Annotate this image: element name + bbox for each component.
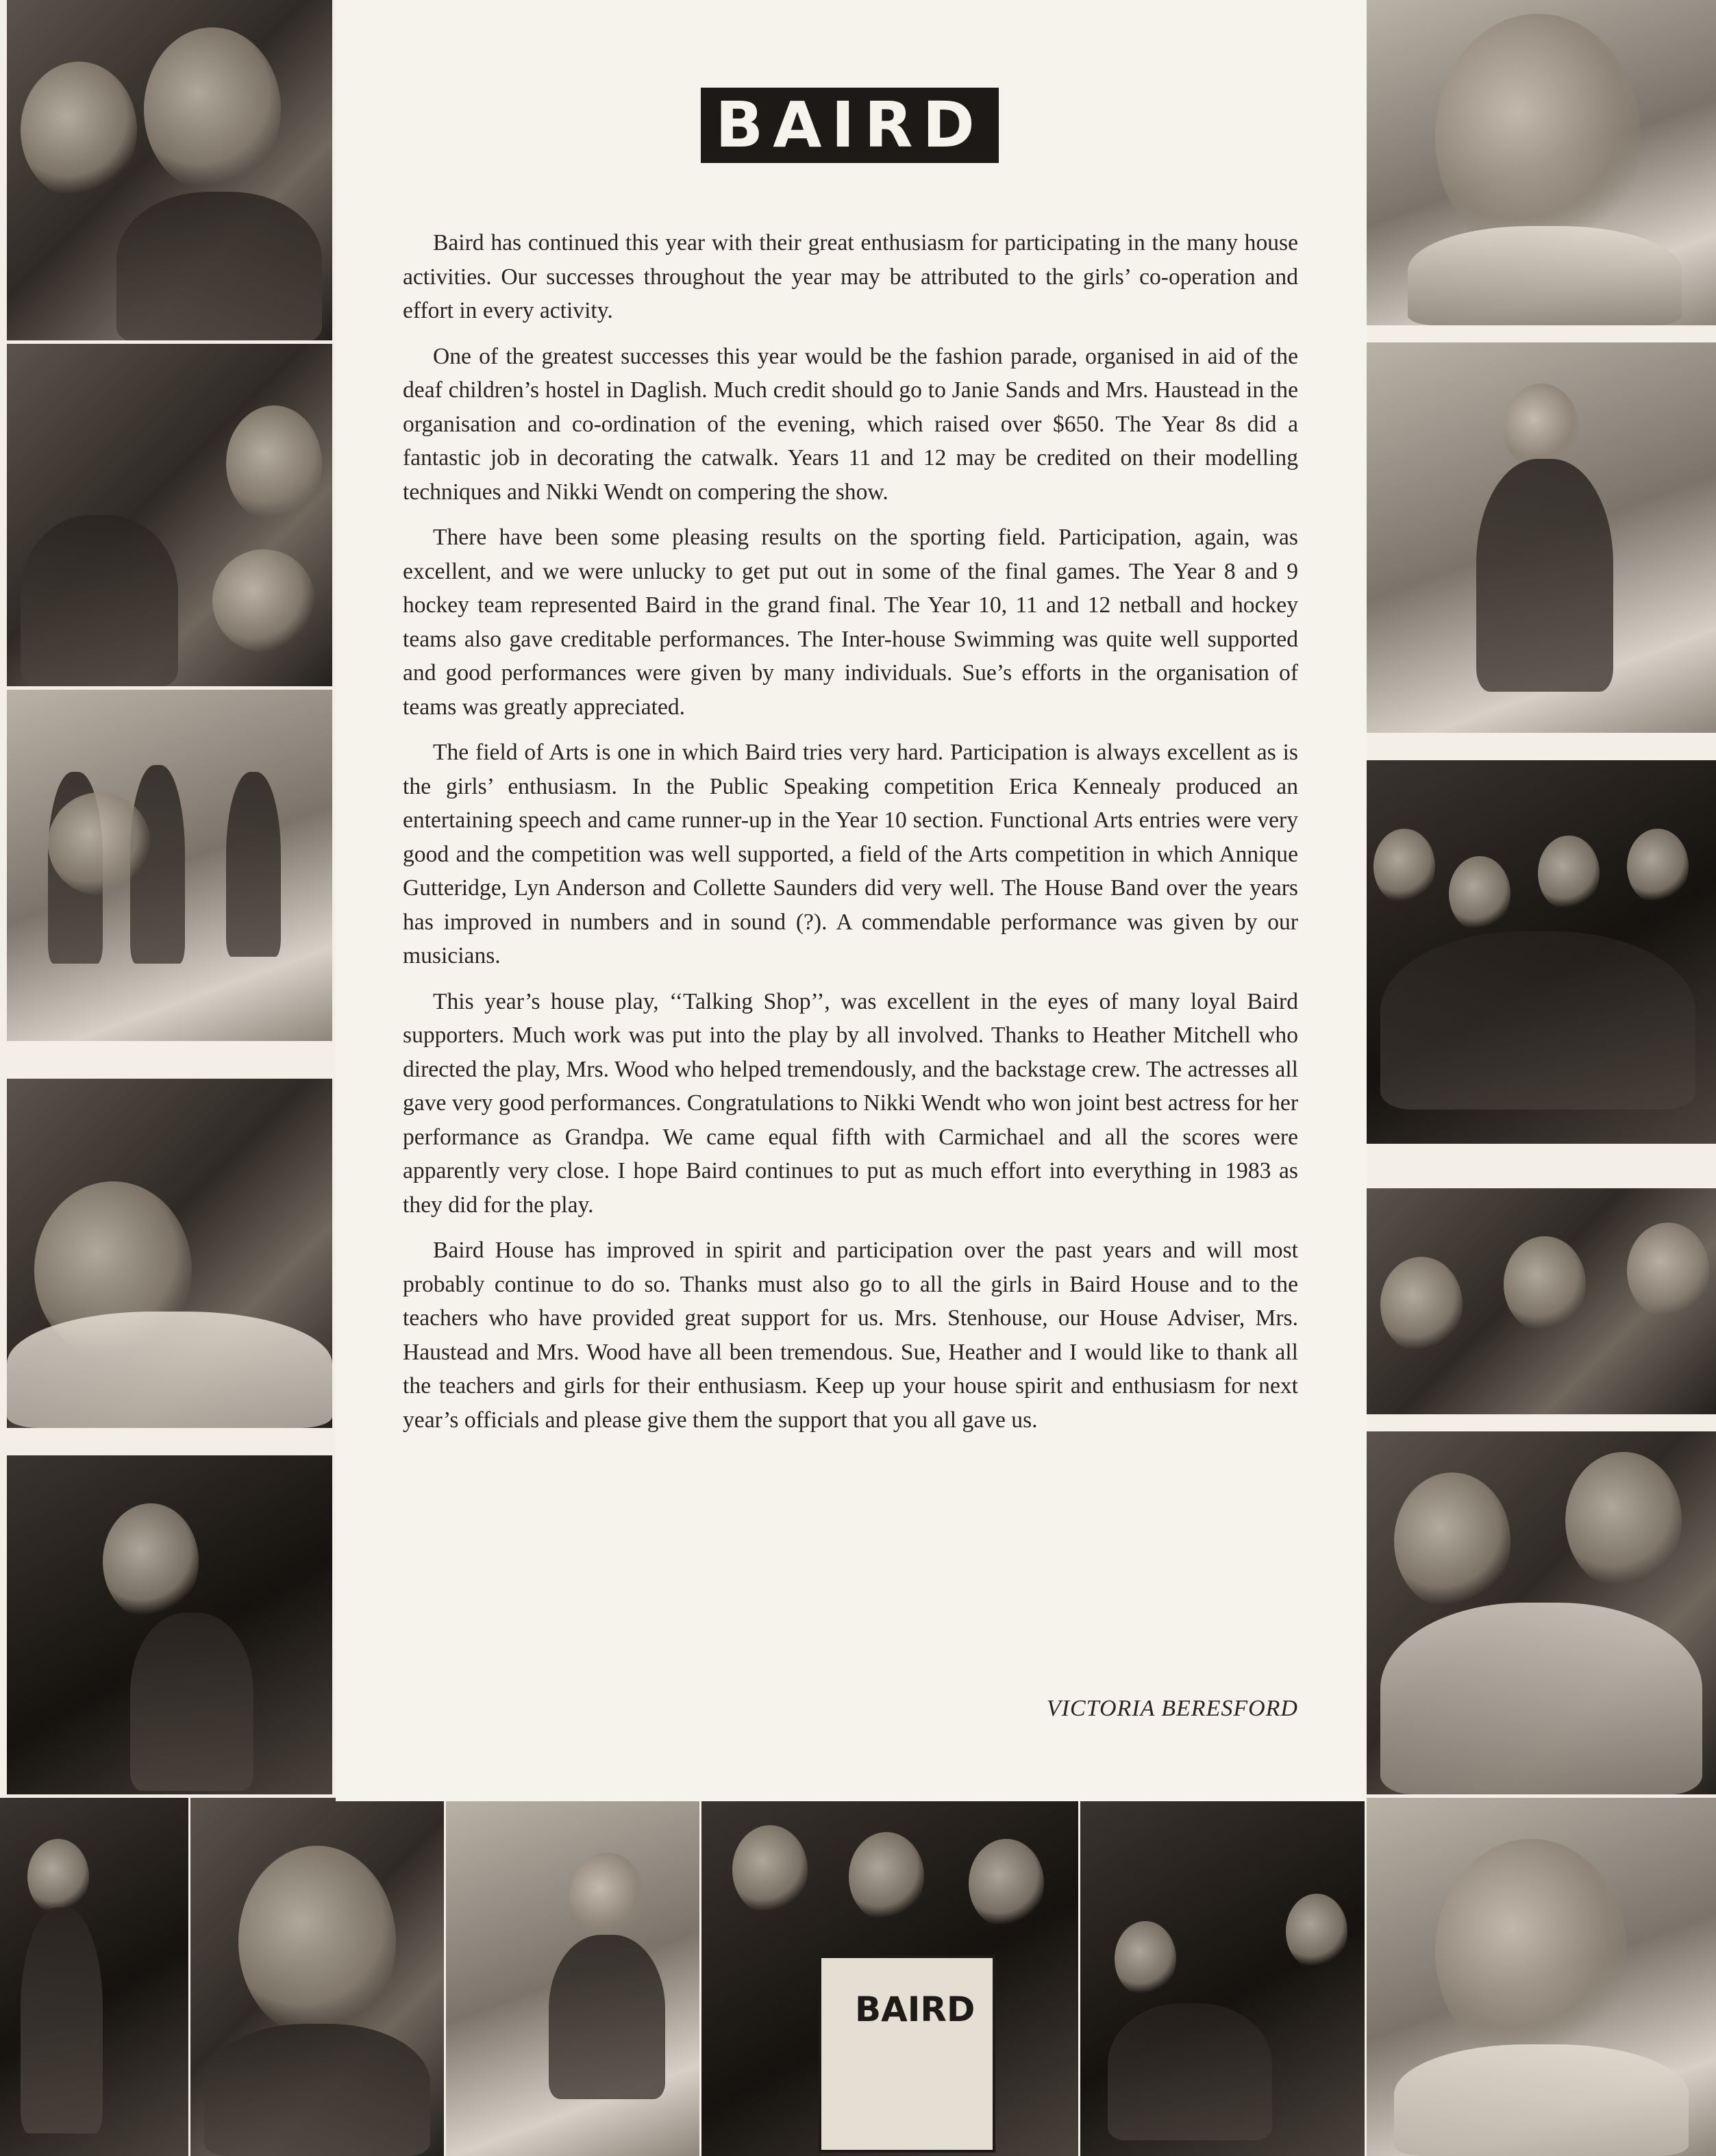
banner-label: BAIRD [855, 1990, 975, 2029]
author-signature: VICTORIA BERESFORD [1046, 1696, 1298, 1721]
photo-girl-portrait [1367, 0, 1716, 325]
house-logo [701, 88, 999, 163]
paragraph: There have been some pleasing results on the sporting field. Participation, again, was excellent, and we were unlucky to get put out in some of the final games. The Year 8 and 9 hockey team represented Baird in the grand final. The Year 10, 11 and 12 netball and hockey teams also gave creditable performances. The Inter-house Swimming was quite well supported and good performances were given by many individuals. Sue’s efforts in the organisation of teams was greatly appreciated. [403, 525, 1298, 720]
photo-stall-with-products [1080, 1798, 1365, 2156]
photo-girl-dancing-on-stage [0, 1798, 188, 2156]
paragraph: This year’s house play, ‘‘Talking Shop’’, was excellent in the eyes of many loyal Baird supporters. Much work was put into the play by all involved. Thanks to Heather Mitchell who directed the play, Mrs. Wood who helped tremendously, and the backstage crew. The actresses all gave very good performances. Congratulations to Nikki Wendt who won joint best actress for her performance as Grandpa. We came equal fifth with Carmichael and all the scores were apparently very close. I hope Baird continues to put as much effort into everything in 1983 as they did for the play. [403, 988, 1298, 1218]
photo-girls-by-fence [1367, 1188, 1716, 1414]
photo-girl-skiing [1367, 342, 1716, 733]
photo-skier-in-snow [446, 1798, 699, 2156]
photo-two-girls-smiling [7, 0, 332, 340]
paragraph: One of the greatest successes this year would be the fashion parade, organised in aid of the deaf children’s hostel in Daglish. Much credit should go to Janie Sands and Mrs. Haustead in the organisation and co-ordination of the evening, which raised over $650. The Year 8s did a fantastic job in decorating the catwalk. Years 11 and 12 may be credited on their modelling techniques and Nikki Wendt on compering the show. [403, 343, 1298, 505]
banner [819, 1955, 995, 2153]
photo-girl-in-clown-costume [7, 1079, 332, 1428]
paragraph: Baird House has improved in spirit and participation over the past years and will most probably continue to do so. Thanks must also go to all the girls in Baird House and to the teachers who have provided great support for us. Mrs. Stenhouse, our House Adviser, Mrs. Haustead and Mrs. Wood have all been tremendous. Sue, Heather and I would like to thank all the teachers and girls for their enthusiasm. Keep up your house spirit and enthusiasm for next year’s officials and please give them the support that you all gave us. [403, 1238, 1298, 1433]
photo-two-girls-laughing [1367, 1431, 1716, 1794]
photo-cast-on-stage [1367, 760, 1716, 1144]
paragraph: The field of Arts is one in which Baird tries very hard. Participation is always excellent as is the girls’ enthusiasm. In the Public Speaking competition Erica Kennealy produced an entertaining speech and came runner-up in the Year 10 section. Functional Arts entries were very good and the competition was well supported, a field of the Arts competition in which Annique Gutteridge, Lyn Anderson and Collette Saunders did very well. The House Band over the years has improved in numbers and in sound (?). A commendable performance was given by our musicians. [403, 740, 1298, 968]
house-logo-text: BAIRD [715, 88, 984, 162]
photo-girl-profile [190, 1798, 444, 2156]
photo-girl-blowing-balloon [7, 344, 332, 686]
paragraph: Baird has continued this year with their great enthusiasm for participating in the many house activities. Our successes throughout the year may be attributed to the girls’ co-operation and effort in every activity. [403, 230, 1298, 323]
photo-girl-playing-flute [7, 1455, 332, 1794]
photo-girl-curly-hair [1367, 1798, 1716, 2156]
photo-girls-dancing-with-balloons [7, 690, 332, 1041]
article-body [403, 226, 1298, 1449]
